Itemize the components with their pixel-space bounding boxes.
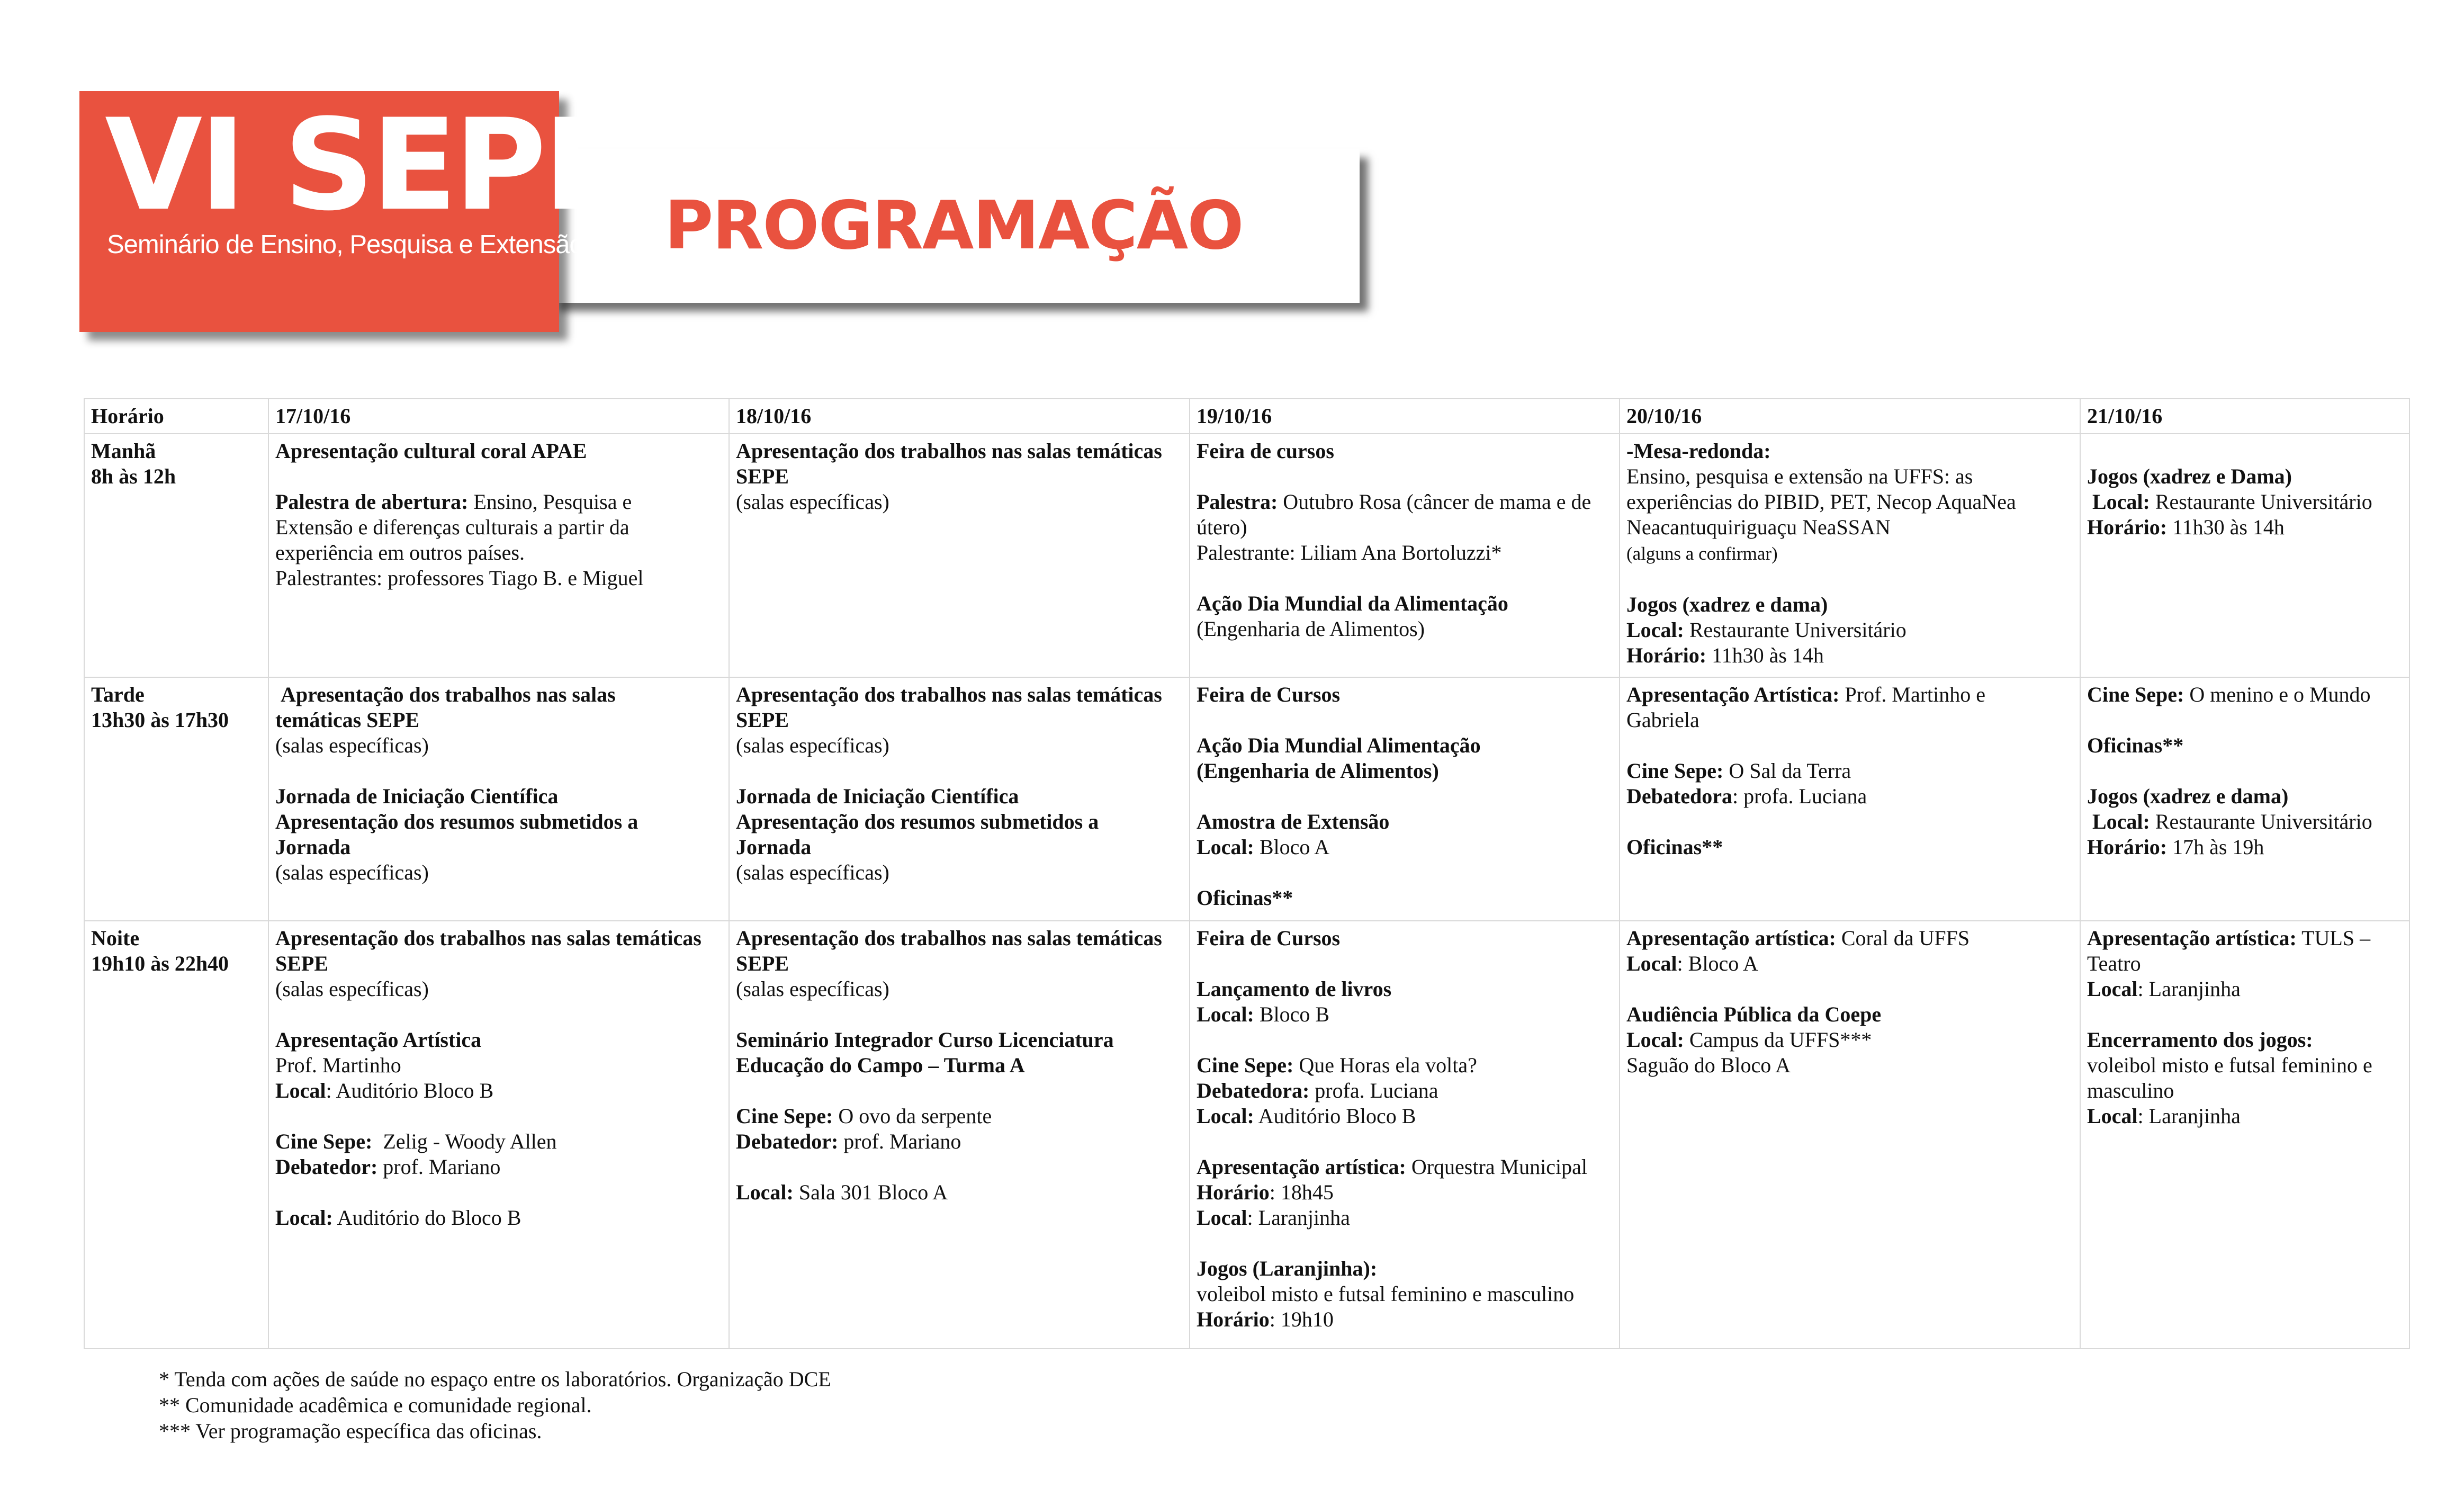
text: (salas específicas) <box>736 490 889 514</box>
cell-line <box>736 1053 1183 1078</box>
text: experiências do PIBID, PET, Necop AquaNea <box>1626 490 2016 514</box>
cell-line <box>1626 515 2073 540</box>
bold-text: Jogos (xadrez e dama) <box>2087 784 2289 808</box>
blank-line <box>2087 758 2403 784</box>
blank-line <box>1197 464 1613 489</box>
bold-text: Apresentação Artística <box>275 1028 482 1052</box>
bold-text: Jogos (xadrez e dama) <box>1626 593 1828 616</box>
header-day: 20/10/16 <box>1620 399 2080 434</box>
text: Ensino, pesquisa e extensão na UFFS: as <box>1626 464 1973 488</box>
bold-text: Cine Sepe: <box>2087 683 2184 706</box>
cell-line <box>1626 438 2073 464</box>
cell-line <box>1626 1027 2073 1053</box>
cell-line <box>2087 784 2403 809</box>
bold-text: Local <box>275 1079 326 1102</box>
cell-line <box>275 540 722 566</box>
bold-text: Local: <box>275 1206 333 1230</box>
header-horario: Horário <box>84 399 268 434</box>
bold-text: Horário <box>1197 1180 1270 1204</box>
bold-text: Apresentação dos resumos submetidos a <box>275 810 639 833</box>
cell-line <box>1197 438 1613 464</box>
period-time: 13h30 às 17h30 <box>91 708 229 732</box>
bold-text: Feira de Cursos <box>1197 926 1341 950</box>
cell-line <box>275 860 722 885</box>
cell-line <box>2087 951 2403 976</box>
bold-text: Ação Dia Mundial Alimentação <box>1197 733 1481 757</box>
blank-line <box>736 1078 1183 1104</box>
cell-line <box>275 809 722 835</box>
blank-line <box>1626 567 2073 592</box>
cell-line <box>1626 617 2073 643</box>
cell-line <box>275 438 722 464</box>
bold-text: SEPE <box>736 708 789 732</box>
text: O ovo da serpente <box>833 1104 992 1128</box>
cell-line <box>1197 1104 1613 1129</box>
text: Outubro Rosa (câncer de mama e de <box>1278 490 1591 514</box>
cell-line <box>275 515 722 540</box>
bold-text: Seminário Integrador Curso Licenciatura <box>736 1028 1114 1052</box>
schedule-cell <box>1620 677 2080 921</box>
cell-line <box>1197 1256 1613 1281</box>
text: Zelig - Woody Allen <box>372 1129 557 1153</box>
blank-line <box>1197 566 1613 591</box>
bold-text: Local: <box>2087 490 2150 514</box>
text: Palestrante: Liliam Ana Bortoluzzi* <box>1197 541 1502 564</box>
cell-line <box>1626 592 2073 617</box>
bold-text: Debatedor: <box>275 1155 378 1179</box>
cell-line <box>736 438 1183 464</box>
bold-text: Palestra: <box>1197 490 1278 514</box>
table-row <box>84 434 2409 677</box>
bold-text: temáticas SEPE <box>275 708 420 732</box>
cell-line <box>2087 489 2403 515</box>
cell-line <box>2087 464 2403 489</box>
cell-line <box>275 1078 722 1104</box>
blank-line <box>1197 1231 1613 1256</box>
cell-line <box>1626 1002 2073 1027</box>
blank-line <box>1626 733 2073 758</box>
text: (salas específicas) <box>736 733 889 757</box>
bold-text: Local: <box>1626 618 1684 642</box>
schedule-cell <box>729 677 1190 921</box>
bold-text: Horário: <box>1626 643 1707 667</box>
schedule-cell <box>729 434 1190 677</box>
text: Bloco A <box>1254 835 1330 859</box>
bold-text: SEPE <box>275 952 329 975</box>
cell-line <box>736 976 1183 1002</box>
cell-line <box>1197 885 1613 911</box>
bold-text: Apresentação dos trabalhos nas salas temáticas <box>736 439 1162 463</box>
schedule-cell <box>2080 677 2409 921</box>
cell-line <box>275 566 722 591</box>
schedule-cell <box>1620 434 2080 677</box>
cell-line <box>736 926 1183 951</box>
cell-line <box>2087 1053 2403 1078</box>
cell-line <box>1626 682 2073 707</box>
bold-text: Local: <box>736 1180 794 1204</box>
bold-text: Educação do Campo – Turma A <box>736 1053 1025 1077</box>
cell-line <box>1626 464 2073 489</box>
bold-text: Palestra de abertura: <box>275 490 469 514</box>
bold-text: Jornada de Iniciação Científica <box>275 784 559 808</box>
text: Prof. Martinho e <box>1839 683 1986 706</box>
cell-line <box>736 860 1183 885</box>
cell-line <box>1197 515 1613 540</box>
cell-line <box>2087 976 2403 1002</box>
bold-text: Local: <box>1197 1104 1254 1128</box>
period-cell <box>84 921 268 1349</box>
cell-line <box>1197 682 1613 707</box>
text: Saguão do Bloco A <box>1626 1053 1791 1077</box>
schedule-cell <box>268 677 729 921</box>
text: (salas específicas) <box>736 977 889 1001</box>
text: Restaurante Universitário <box>2150 490 2372 514</box>
cell-line <box>275 976 722 1002</box>
cell-line <box>1197 758 1613 784</box>
schedule-cell <box>1620 921 2080 1349</box>
bold-text: Jornada <box>736 835 812 859</box>
text: Teatro <box>2087 952 2141 975</box>
bold-text: Horário: <box>2087 835 2168 859</box>
bold-text: Local <box>1626 952 1677 975</box>
text: Prof. Martinho <box>275 1053 401 1077</box>
bold-text: Apresentação Artística: <box>1626 683 1840 706</box>
cell-line <box>1197 1002 1613 1027</box>
bold-text: (Engenharia de Alimentos) <box>1197 759 1439 783</box>
bold-text: Audiência Pública da Coepe <box>1626 1002 1882 1026</box>
cell-line <box>2087 682 2403 707</box>
text: Restaurante Universitário <box>1684 618 1907 642</box>
schedule-cell <box>1190 677 1620 921</box>
cell-line <box>2087 1104 2403 1129</box>
text: Ensino, Pesquisa e <box>468 490 632 514</box>
text: : profa. Luciana <box>1732 784 1867 808</box>
bold-text: Jogos (Laranjinha): <box>1197 1257 1378 1280</box>
cell-line <box>1626 835 2073 860</box>
cell-line <box>1626 540 2073 567</box>
header-day: 19/10/16 <box>1190 399 1620 434</box>
text: Restaurante Universitário <box>2150 810 2372 833</box>
cell-line <box>736 1129 1183 1154</box>
cell-line <box>1197 1307 1613 1332</box>
text: Campus da UFFS*** <box>1684 1028 1872 1052</box>
footnote: ** Comunidade acadêmica e comunidade regional. <box>159 1393 592 1417</box>
cell-line <box>275 926 722 951</box>
bold-text: Amostra de Extensão <box>1197 810 1390 833</box>
blank-line <box>2087 707 2403 733</box>
logo-subtitle: Seminário de Ensino, Pesquisa e Extensão <box>107 230 583 259</box>
text: Que Horas ela volta? <box>1293 1053 1477 1077</box>
text: experiência em outros países. <box>275 541 525 564</box>
bold-text: Feira de cursos <box>1197 439 1334 463</box>
cell-line <box>1626 707 2073 733</box>
schedule-cell <box>729 921 1190 1349</box>
footnotes <box>159 1366 831 1444</box>
schedule-cell <box>268 921 729 1349</box>
bold-text: Apresentação dos trabalhos nas salas temáticas <box>736 683 1162 706</box>
blank-line <box>2087 438 2403 464</box>
cell-line <box>1197 489 1613 515</box>
cell-line <box>1197 540 1613 566</box>
period-time: 19h10 às 22h40 <box>91 952 229 975</box>
bold-text: Local: <box>2087 810 2150 833</box>
cell-line <box>736 809 1183 835</box>
bold-text: SEPE <box>736 952 789 975</box>
cell-line <box>736 1104 1183 1129</box>
cell-line <box>736 733 1183 758</box>
blank-line <box>1197 784 1613 809</box>
period-time: 8h às 12h <box>91 464 176 488</box>
cell-line <box>275 733 722 758</box>
text: (salas específicas) <box>736 860 889 884</box>
bold-text: Local <box>2087 977 2138 1001</box>
cell-line <box>736 682 1183 707</box>
logo-title: VI SEPE <box>105 92 626 239</box>
period-cell <box>84 677 268 921</box>
sepe-logo <box>79 91 626 332</box>
bold-text: Apresentação artística: <box>1626 926 1836 950</box>
footnote: * Tenda com ações de saúde no espaço entre os laboratórios. Organização DCE <box>159 1367 831 1391</box>
blank-line <box>1197 860 1613 885</box>
blank-line <box>1626 809 2073 835</box>
text: voleibol misto e futsal feminino e <box>2087 1053 2372 1077</box>
cell-line <box>736 489 1183 515</box>
cell-line <box>736 707 1183 733</box>
blank-line <box>1197 951 1613 976</box>
text: profa. Luciana <box>1309 1079 1438 1102</box>
table-header-row <box>84 399 2409 434</box>
text: (salas específicas) <box>275 733 429 757</box>
cell-line <box>1197 1078 1613 1104</box>
text: : Auditório Bloco B <box>326 1079 494 1102</box>
bold-text: Feira de Cursos <box>1197 683 1341 706</box>
text: : 19h10 <box>1269 1307 1334 1331</box>
blank-line <box>736 758 1183 784</box>
text: (salas específicas) <box>275 977 429 1001</box>
header-day: 21/10/16 <box>2080 399 2409 434</box>
bold-text: Lançamento de livros <box>1197 977 1392 1001</box>
bold-text: Apresentação cultural coral APAE <box>275 439 587 463</box>
cell-line <box>1197 1053 1613 1078</box>
bold-text: Apresentação dos trabalhos nas salas <box>275 683 616 706</box>
blank-line <box>1626 976 2073 1002</box>
cell-line <box>1197 1180 1613 1205</box>
text: Neacantuquiriguaçu NeaSSAN <box>1626 515 1891 539</box>
text: Palestrantes: professores Tiago B. e Miguel <box>275 566 644 590</box>
bold-text: Cine Sepe: <box>275 1129 373 1153</box>
cell-line <box>275 1053 722 1078</box>
cell-line <box>275 1027 722 1053</box>
header-day: 18/10/16 <box>729 399 1190 434</box>
header-day: 17/10/16 <box>268 399 729 434</box>
cell-line <box>736 951 1183 976</box>
text: : Laranjinha <box>2137 977 2241 1001</box>
text: 17h às 19h <box>2167 835 2264 859</box>
cell-line <box>275 1129 722 1154</box>
text: Sala 301 Bloco A <box>793 1180 948 1204</box>
cell-line <box>1197 835 1613 860</box>
blank-line <box>275 1002 722 1027</box>
text: voleibol misto e futsal feminino e masculino <box>1197 1282 1575 1306</box>
cell-line <box>1197 1205 1613 1231</box>
blank-line <box>1197 1129 1613 1154</box>
bold-text: Encerramento dos jogos: <box>2087 1028 2313 1052</box>
cell-line <box>1197 926 1613 951</box>
bold-text: Apresentação dos trabalhos nas salas temáticas <box>275 926 702 950</box>
bold-text: Jornada <box>275 835 351 859</box>
cell-line <box>1626 758 2073 784</box>
bold-text: Cine Sepe: <box>1626 759 1724 783</box>
bold-text: Jornada de Iniciação Científica <box>736 784 1019 808</box>
bold-text: Oficinas** <box>1626 835 1723 859</box>
cell-line <box>1197 733 1613 758</box>
bold-text: Ação Dia Mundial da Alimentação <box>1197 591 1508 615</box>
cell-line <box>275 489 722 515</box>
bold-text: Jogos (xadrez e Dama) <box>2087 464 2292 488</box>
period-name: Manhã <box>91 439 156 463</box>
cell-line <box>1197 591 1613 616</box>
cell-line <box>2087 926 2403 951</box>
bold-text: Local <box>2087 1104 2138 1128</box>
schedule-cell <box>268 434 729 677</box>
cell-line <box>275 707 722 733</box>
cell-line <box>2087 1027 2403 1053</box>
bold-text: Apresentação dos trabalhos nas salas temáticas <box>736 926 1162 950</box>
text: Auditório do Bloco B <box>332 1206 521 1230</box>
text: útero) <box>1197 515 1247 539</box>
blank-line <box>736 1002 1183 1027</box>
text: : Bloco A <box>1677 952 1758 975</box>
bold-text: Debatedor: <box>736 1129 839 1153</box>
cell-line <box>1197 1281 1613 1307</box>
cell-line <box>2087 835 2403 860</box>
title-banner <box>551 149 1360 303</box>
bold-text: -Mesa-redonda: <box>1626 439 1771 463</box>
text: : 18h45 <box>1269 1180 1334 1204</box>
schedule-cell <box>1190 434 1620 677</box>
table-row <box>84 921 2409 1349</box>
text: (alguns a confirmar) <box>1626 543 1778 564</box>
blank-line <box>275 464 722 489</box>
text: Extensão e diferenças culturais a partir da <box>275 515 630 539</box>
period-name: Tarde <box>91 683 145 706</box>
text: : Laranjinha <box>1247 1206 1350 1230</box>
cell-line <box>2087 733 2403 758</box>
cell-line <box>1626 926 2073 951</box>
cell-line <box>275 784 722 809</box>
text: (Engenharia de Alimentos) <box>1197 617 1425 641</box>
blank-line <box>275 1180 722 1205</box>
blank-line <box>1197 1027 1613 1053</box>
bold-text: Local <box>1197 1206 1247 1230</box>
cell-line <box>1626 951 2073 976</box>
blank-line <box>275 1104 722 1129</box>
schedule-table <box>84 398 2410 1349</box>
bold-text: Oficinas** <box>2087 733 2184 757</box>
bold-text: Apresentação dos resumos submetidos a <box>736 810 1099 833</box>
bold-text: Cine Sepe: <box>736 1104 833 1128</box>
text: TULS – <box>2296 926 2371 950</box>
cell-line <box>736 1180 1183 1205</box>
text: (salas específicas) <box>275 860 429 884</box>
bold-text: Apresentação artística: <box>2087 926 2297 950</box>
bold-text: Cine Sepe: <box>1197 1053 1294 1077</box>
text: O menino e o Mundo <box>2184 683 2371 706</box>
table-row <box>84 677 2409 921</box>
bold-text: Local: <box>1197 1002 1254 1026</box>
page-title: PROGRAMAÇÃO <box>664 186 1243 264</box>
period-cell <box>84 434 268 677</box>
text: Coral da UFFS <box>1836 926 1970 950</box>
text: Auditório Bloco B <box>1254 1104 1416 1128</box>
cell-line <box>736 1027 1183 1053</box>
cell-line <box>1626 489 2073 515</box>
period-name: Noite <box>91 926 140 950</box>
cell-line <box>1626 643 2073 668</box>
blank-line <box>736 1154 1183 1180</box>
text: O Sal da Terra <box>1723 759 1851 783</box>
cell-line <box>1197 976 1613 1002</box>
cell-line <box>736 464 1183 489</box>
bold-text: Apresentação artística: <box>1197 1155 1406 1179</box>
cell-line <box>275 1205 722 1231</box>
cell-line <box>1197 809 1613 835</box>
schedule-cell <box>2080 921 2409 1349</box>
bold-text: Horário: <box>2087 515 2168 539</box>
cell-line <box>275 835 722 860</box>
text: Orquestra Municipal <box>1406 1155 1587 1179</box>
text: Gabriela <box>1626 708 1699 732</box>
cell-line <box>275 682 722 707</box>
cell-line <box>1197 616 1613 642</box>
cell-line <box>275 951 722 976</box>
bold-text: Oficinas** <box>1197 886 1293 910</box>
blank-line <box>275 758 722 784</box>
footnote: *** Ver programação específica das oficinas. <box>159 1419 542 1443</box>
text: Bloco B <box>1254 1002 1330 1026</box>
schedule-cell <box>1190 921 1620 1349</box>
bold-text: SEPE <box>736 464 789 488</box>
cell-line <box>2087 515 2403 540</box>
blank-line <box>2087 1002 2403 1027</box>
cell-line <box>1626 784 2073 809</box>
text: 11h30 às 14h <box>1706 643 1824 667</box>
text: prof. Mariano <box>377 1155 501 1179</box>
bold-text: Debatedora <box>1626 784 1732 808</box>
cell-line <box>275 1154 722 1180</box>
bold-text: Local: <box>1626 1028 1684 1052</box>
bold-text: Debatedora: <box>1197 1079 1310 1102</box>
cell-line <box>736 784 1183 809</box>
blank-line <box>1197 707 1613 733</box>
text: 11h30 às 14h <box>2167 515 2285 539</box>
cell-line <box>1626 1053 2073 1078</box>
cell-line <box>1197 1154 1613 1180</box>
schedule-cell <box>2080 434 2409 677</box>
cell-line <box>2087 809 2403 835</box>
bold-text: Horário <box>1197 1307 1270 1331</box>
text: masculino <box>2087 1079 2174 1102</box>
text: : Laranjinha <box>2137 1104 2241 1128</box>
text: prof. Mariano <box>838 1129 961 1153</box>
cell-line <box>736 835 1183 860</box>
bold-text: Local: <box>1197 835 1254 859</box>
cell-line <box>2087 1078 2403 1104</box>
